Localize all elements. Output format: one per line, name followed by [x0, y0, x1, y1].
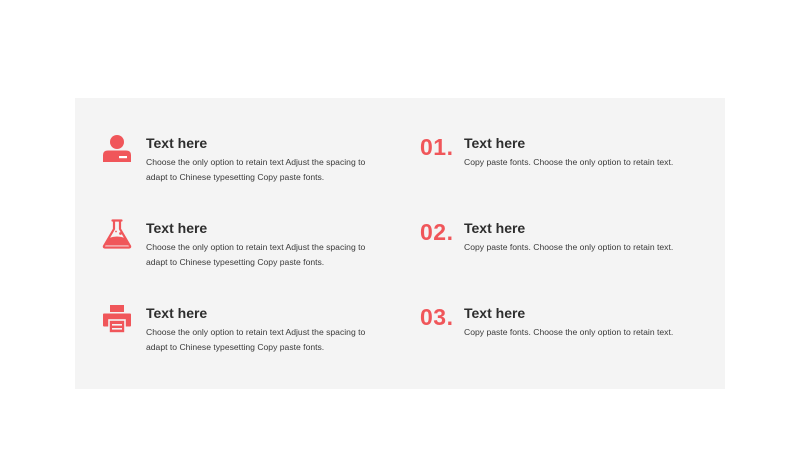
item-title: Text here — [464, 220, 526, 236]
item-title: Text here — [146, 305, 208, 321]
item-number: 03. — [420, 304, 454, 330]
flask-icon — [102, 219, 132, 251]
item-title: Text here — [464, 305, 526, 321]
item-number: 01. — [420, 134, 454, 160]
item-description: Copy paste fonts. Choose the only option to retain text. — [464, 157, 674, 167]
item-description: Copy paste fonts. Choose the only option to retain text. — [464, 327, 674, 337]
item-description: Choose the only option to retain text Adjust the spacing to adapt to Chinese typesetting Copy paste fonts. — [146, 327, 366, 352]
printer-icon — [102, 304, 132, 336]
item-title: Text here — [464, 135, 526, 151]
item-description: Choose the only option to retain text Adjust the spacing to adapt to Chinese typesetting Copy paste fonts. — [146, 157, 366, 182]
item-number: 02. — [420, 219, 454, 245]
item-description: Copy paste fonts. Choose the only option to retain text. — [464, 242, 674, 252]
item-title: Text here — [146, 220, 208, 236]
item-title: Text here — [146, 135, 208, 151]
item-description: Choose the only option to retain text Adjust the spacing to adapt to Chinese typesetting Copy paste fonts. — [146, 242, 366, 267]
user-icon — [102, 134, 132, 166]
